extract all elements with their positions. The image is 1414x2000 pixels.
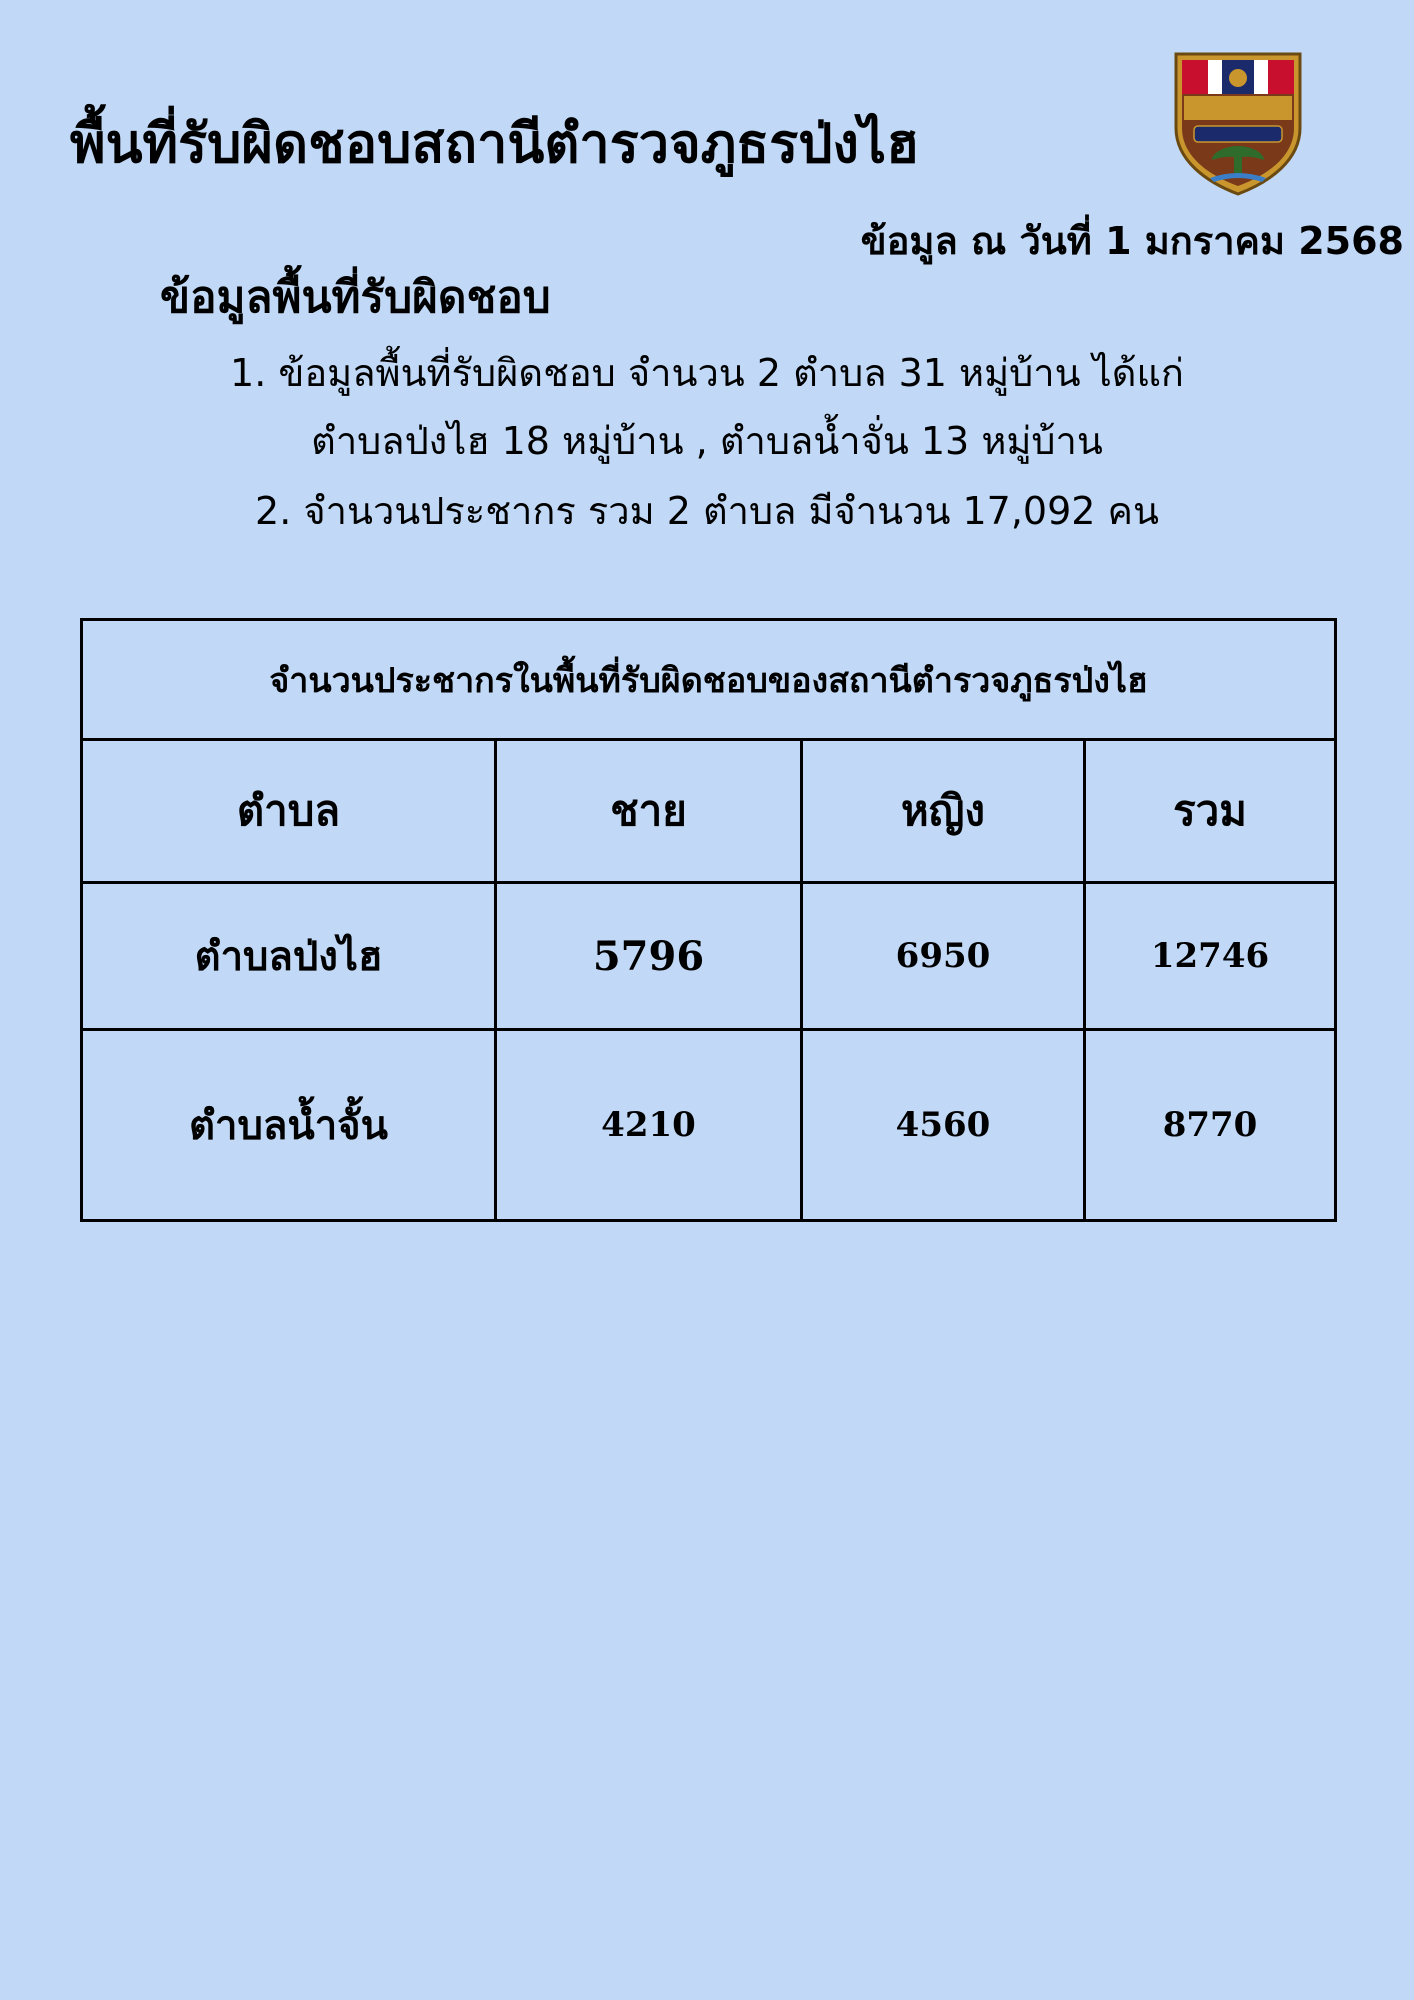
header-male: ชาย — [496, 740, 802, 883]
info-line-3: 2. จำนวนประชากร รวม 2 ตำบล มีจำนวน 17,092 คน — [255, 489, 1159, 533]
cell-subdistrict: ตำบลน้ำจั้น — [82, 1030, 496, 1221]
cell-total: 12746 — [1085, 883, 1336, 1030]
header-total: รวม — [1085, 740, 1336, 883]
population-table — [80, 618, 1337, 1222]
cell-female: 6950 — [802, 883, 1085, 1030]
data-date: ข้อมูล ณ วันที่ 1 มกราคม 2568 — [860, 219, 1404, 263]
page-title: พื้นที่รับผิดชอบสถานีตำรวจภูธรป่งไฮ — [70, 112, 920, 175]
cell-subdistrict: ตำบลป่งไฮ — [82, 883, 496, 1030]
section-heading: ข้อมูลพื้นที่รับผิดชอบ — [160, 272, 551, 323]
cell-male: 4210 — [496, 1030, 802, 1221]
header-subdistrict: ตำบล — [82, 740, 496, 883]
police-badge-icon — [1170, 48, 1306, 196]
info-line-2: ตำบลป่งไฮ 18 หมู่บ้าน , ตำบลน้ำจั่น 13 หมู่บ้าน — [311, 419, 1103, 463]
cell-male: 5796 — [496, 883, 802, 1030]
table-caption: จำนวนประชากรในพื้นที่รับผิดชอบของสถานีตำรวจภูธรป่งไฮ — [82, 620, 1336, 740]
info-line-1: 1. ข้อมูลพื้นที่รับผิดชอบ จำนวน 2 ตำบล 31 หมู่บ้าน ได้แก่ — [230, 351, 1184, 395]
header-female: หญิง — [802, 740, 1085, 883]
cell-female: 4560 — [802, 1030, 1085, 1221]
table-row — [82, 883, 1336, 1030]
cell-total: 8770 — [1085, 1030, 1336, 1221]
table-row — [82, 1030, 1336, 1221]
